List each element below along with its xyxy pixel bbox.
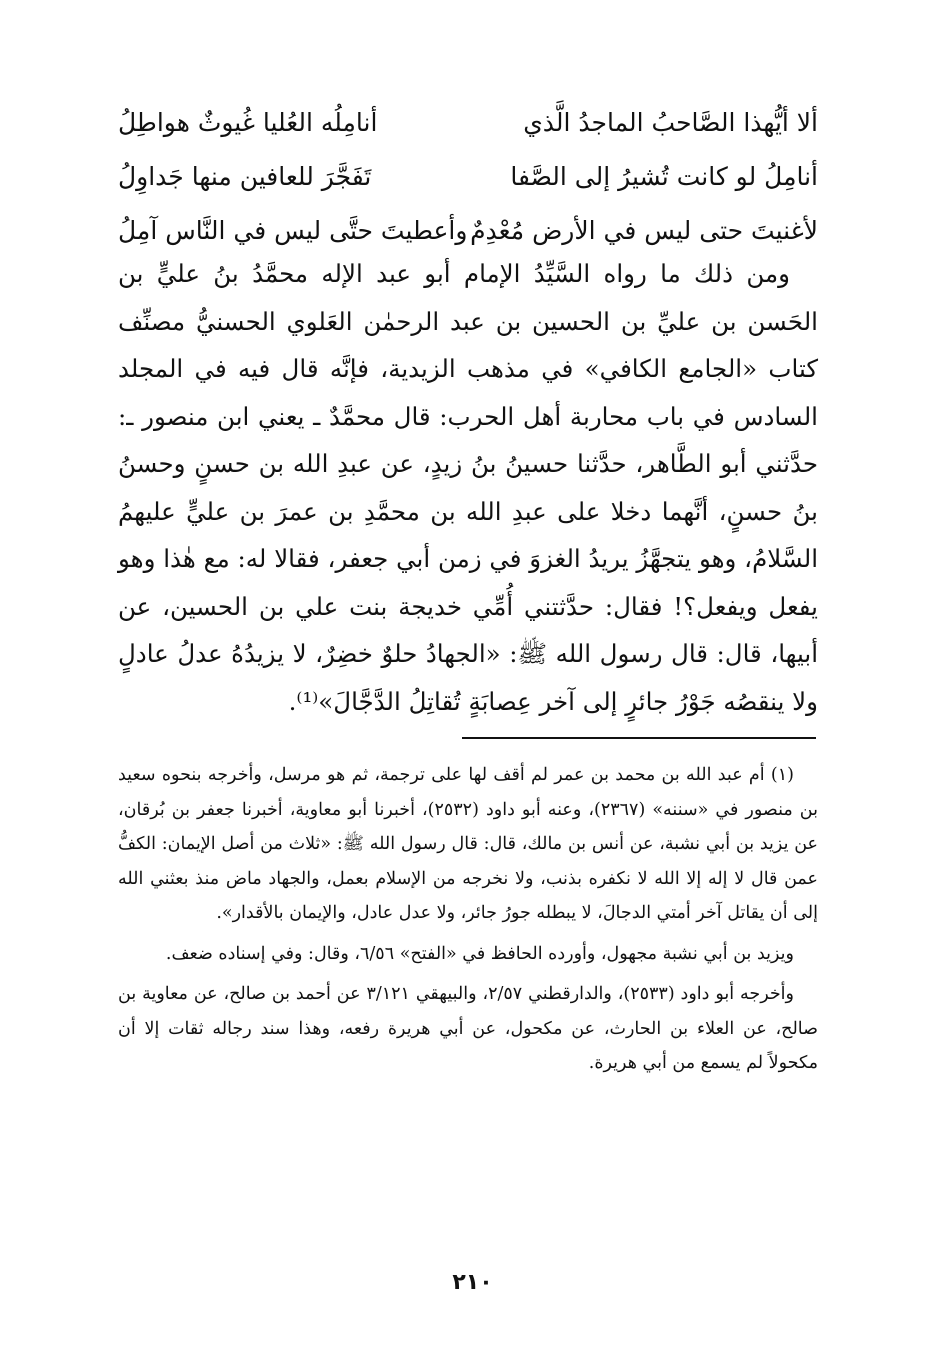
poem-verse	[118, 150, 818, 204]
poem-verse	[118, 96, 818, 150]
verse-second-hemistich: أنامِلُه العُليا غُيوثٌ هواطِلُ	[118, 108, 378, 137]
poem-block	[118, 96, 818, 258]
footnotes-block	[118, 758, 818, 1087]
page-number: ٢١٠	[452, 1270, 493, 1295]
verse-second-hemistich: تَفَجَّرَ للعافين منها جَداوِلُ	[118, 162, 372, 191]
main-text	[118, 250, 818, 725]
verse-first-hemistich: لأغنيتَ حتى ليس في الأرض مُعْدِمٌ	[470, 216, 818, 245]
footnote-paragraph: وأخرجه أبو داود (٢٥٣٣)، والدارقطني ٢/٥٧، والبيهقي ٣/١٢١ عن أحمد بن صالح، عن معاوية بن صالح، عن العلاء بن الحارث، عن مكحول، عن أبي هريرة رفعه، وهذا سند رجاله ثقات إلا أن مكحولاً لم يسمع من أبي هريرة.	[118, 984, 818, 1073]
verse-second-hemistich: وأعطيتَ حتَّى ليس في النَّاس آمِلُ	[118, 216, 468, 245]
body-paragraph: ومن ذلك ما رواه السَّيِّدُ الإمام أبو عبد الإله محمَّدُ بنُ عليٍّ بن الحَسن بن عليِّ بن الحسين بن عبد الرحمٰن العَلوي الحسنيُّ مصنِّف كتاب «الجامع الكافي» في مذهب الزيدية، فإنَّه قال فيه في المجلد السادس في باب محاربة أهل الحرب: قال محمَّدٌ ـ يعني ابن منصور ـ: حدَّثني أبو الطَّاهر، حدَّثنا حسينُ بنُ زيدٍ، عن عبدِ الله بن حسنٍ وحسنُ بنُ حسنٍ، أنَّهما دخلا على عبدِ الله بن محمَّدِ بن عمرَ بن عليٍّ عليهمُ السَّلامُ، وهو يتجهَّزُ يريدُ الغزوَ في زمن أبي جعفر، فقالا له: مع هٰذا وهو يفعل ويفعل؟! فقال: حدَّثتني أُمِّي خديجة بنت علي بن الحسين، عن أبيها، قال: قال رسول الله ﷺ: «الجهادُ حلوٌ خضِرٌ، لا يزيدُهُ عدلُ عادلٍ ولا ينقصُه جَوْرُ جائرٍ إلى آخر عِصابَةٍ تُقاتِلُ الدَّجَّالَ»⁽¹⁾.	[118, 259, 818, 716]
footnote-separator	[462, 737, 816, 739]
verse-first-hemistich: ألا أيُّهذا الصَّاحبُ الماجدُ الَّذي	[523, 108, 818, 137]
verse-first-hemistich: أنامِلُ لو كانت تُشيرُ إلى الصَّفا	[510, 162, 818, 191]
footnote-paragraph: ويزيد بن أبي نشبة مجهول، وأورده الحافظ في «الفتح» ٦/٥٦، وقال: وفي إسناده ضعف.	[165, 943, 794, 964]
footnote-paragraph: (١) أم عبد الله بن محمد بن عمر لم أقف لها على ترجمة، ثم هو مرسل، وأخرجه بنحوه سعيد بن منصور في «سننه» (٢٣٦٧)، وعنه أبو داود (٢٥٣٢)، أخبرنا أبو معاوية، أخبرنا جعفر بن بُرقان، عن يزيد بن أبي نشبة، عن أنس بن مالك، قال: قال رسول الله ﷺ: «ثلاث من أصل الإيمان: الكفُّ عمن قال لا إله إلا الله لا نكفره بذنب، ولا نخرجه من الإسلام بعمل، والجهاد ماض منذ بعثني الله إلى أن يقاتل آخر أمتي الدجالَ، لا يبطله جورُ جائر، ولا عدل عادل، والإيمان بالأقدار».	[118, 765, 818, 923]
